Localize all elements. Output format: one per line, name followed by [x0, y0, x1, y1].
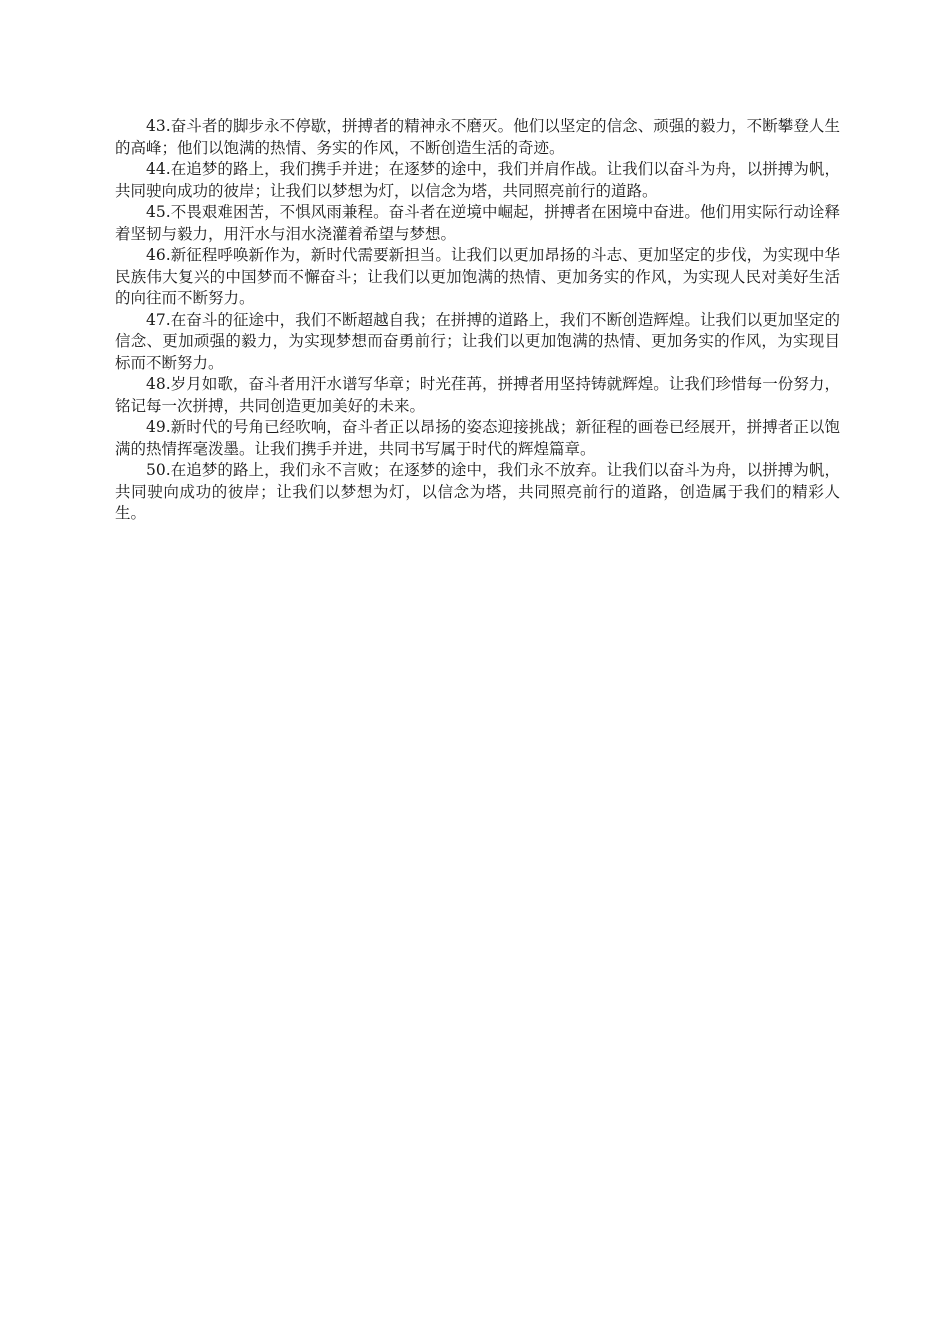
paragraph-50: 50.在追梦的路上，我们永不言败；在逐梦的途中，我们永不放弃。让我们以奋斗为舟，以拼搏为帆，共同驶向成功的彼岸；让我们以梦想为灯，以信念为塔，共同照亮前行的道路，创造属于我们的精彩人生。	[115, 461, 840, 522]
paragraph-45: 45.不畏艰难困苦，不惧风雨兼程。奋斗者在逆境中崛起，拼搏者在困境中奋进。他们用实际行动诠释着坚韧与毅力，用汗水与泪水浇灌着希望与梦想。	[115, 203, 840, 243]
paragraph-49: 49.新时代的号角已经吹响，奋斗者正以昂扬的姿态迎接挑战；新征程的画卷已经展开，拼搏者正以饱满的热情挥毫泼墨。让我们携手并进，共同书写属于时代的辉煌篇章。	[115, 418, 840, 458]
paragraph-48: 48.岁月如歌，奋斗者用汗水谱写华章；时光荏苒，拼搏者用坚持铸就辉煌。让我们珍惜每一份努力，铭记每一次拼搏，共同创造更加美好的未来。	[115, 375, 840, 415]
paragraph-47: 47.在奋斗的征途中，我们不断超越自我；在拼搏的道路上，我们不断创造辉煌。让我们以更加坚定的信念、更加顽强的毅力，为实现梦想而奋勇前行；让我们以更加饱满的热情、更加务实的作风，为实现目标而不断努力。	[115, 310, 840, 372]
paragraph-44: 44.在追梦的路上，我们携手并进；在逐梦的途中，我们并肩作战。让我们以奋斗为舟，以拼搏为帆，共同驶向成功的彼岸；让我们以梦想为灯，以信念为塔，共同照亮前行的道路。	[115, 160, 840, 200]
paragraph-46: 46.新征程呼唤新作为，新时代需要新担当。让我们以更加昂扬的斗志、更加坚定的步伐，为实现中华民族伟大复兴的中国梦而不懈奋斗；让我们以更加饱满的热情、更加务实的作风，为实现人民对美好生活的向往而不断努力。	[115, 246, 840, 307]
paragraph-43: 43.奋斗者的脚步永不停歇，拼搏者的精神永不磨灭。他们以坚定的信念、顽强的毅力，不断攀登人生的高峰；他们以饱满的热情、务实的作风，不断创造生活的奇迹。	[115, 117, 840, 157]
document-body	[115, 116, 840, 525]
